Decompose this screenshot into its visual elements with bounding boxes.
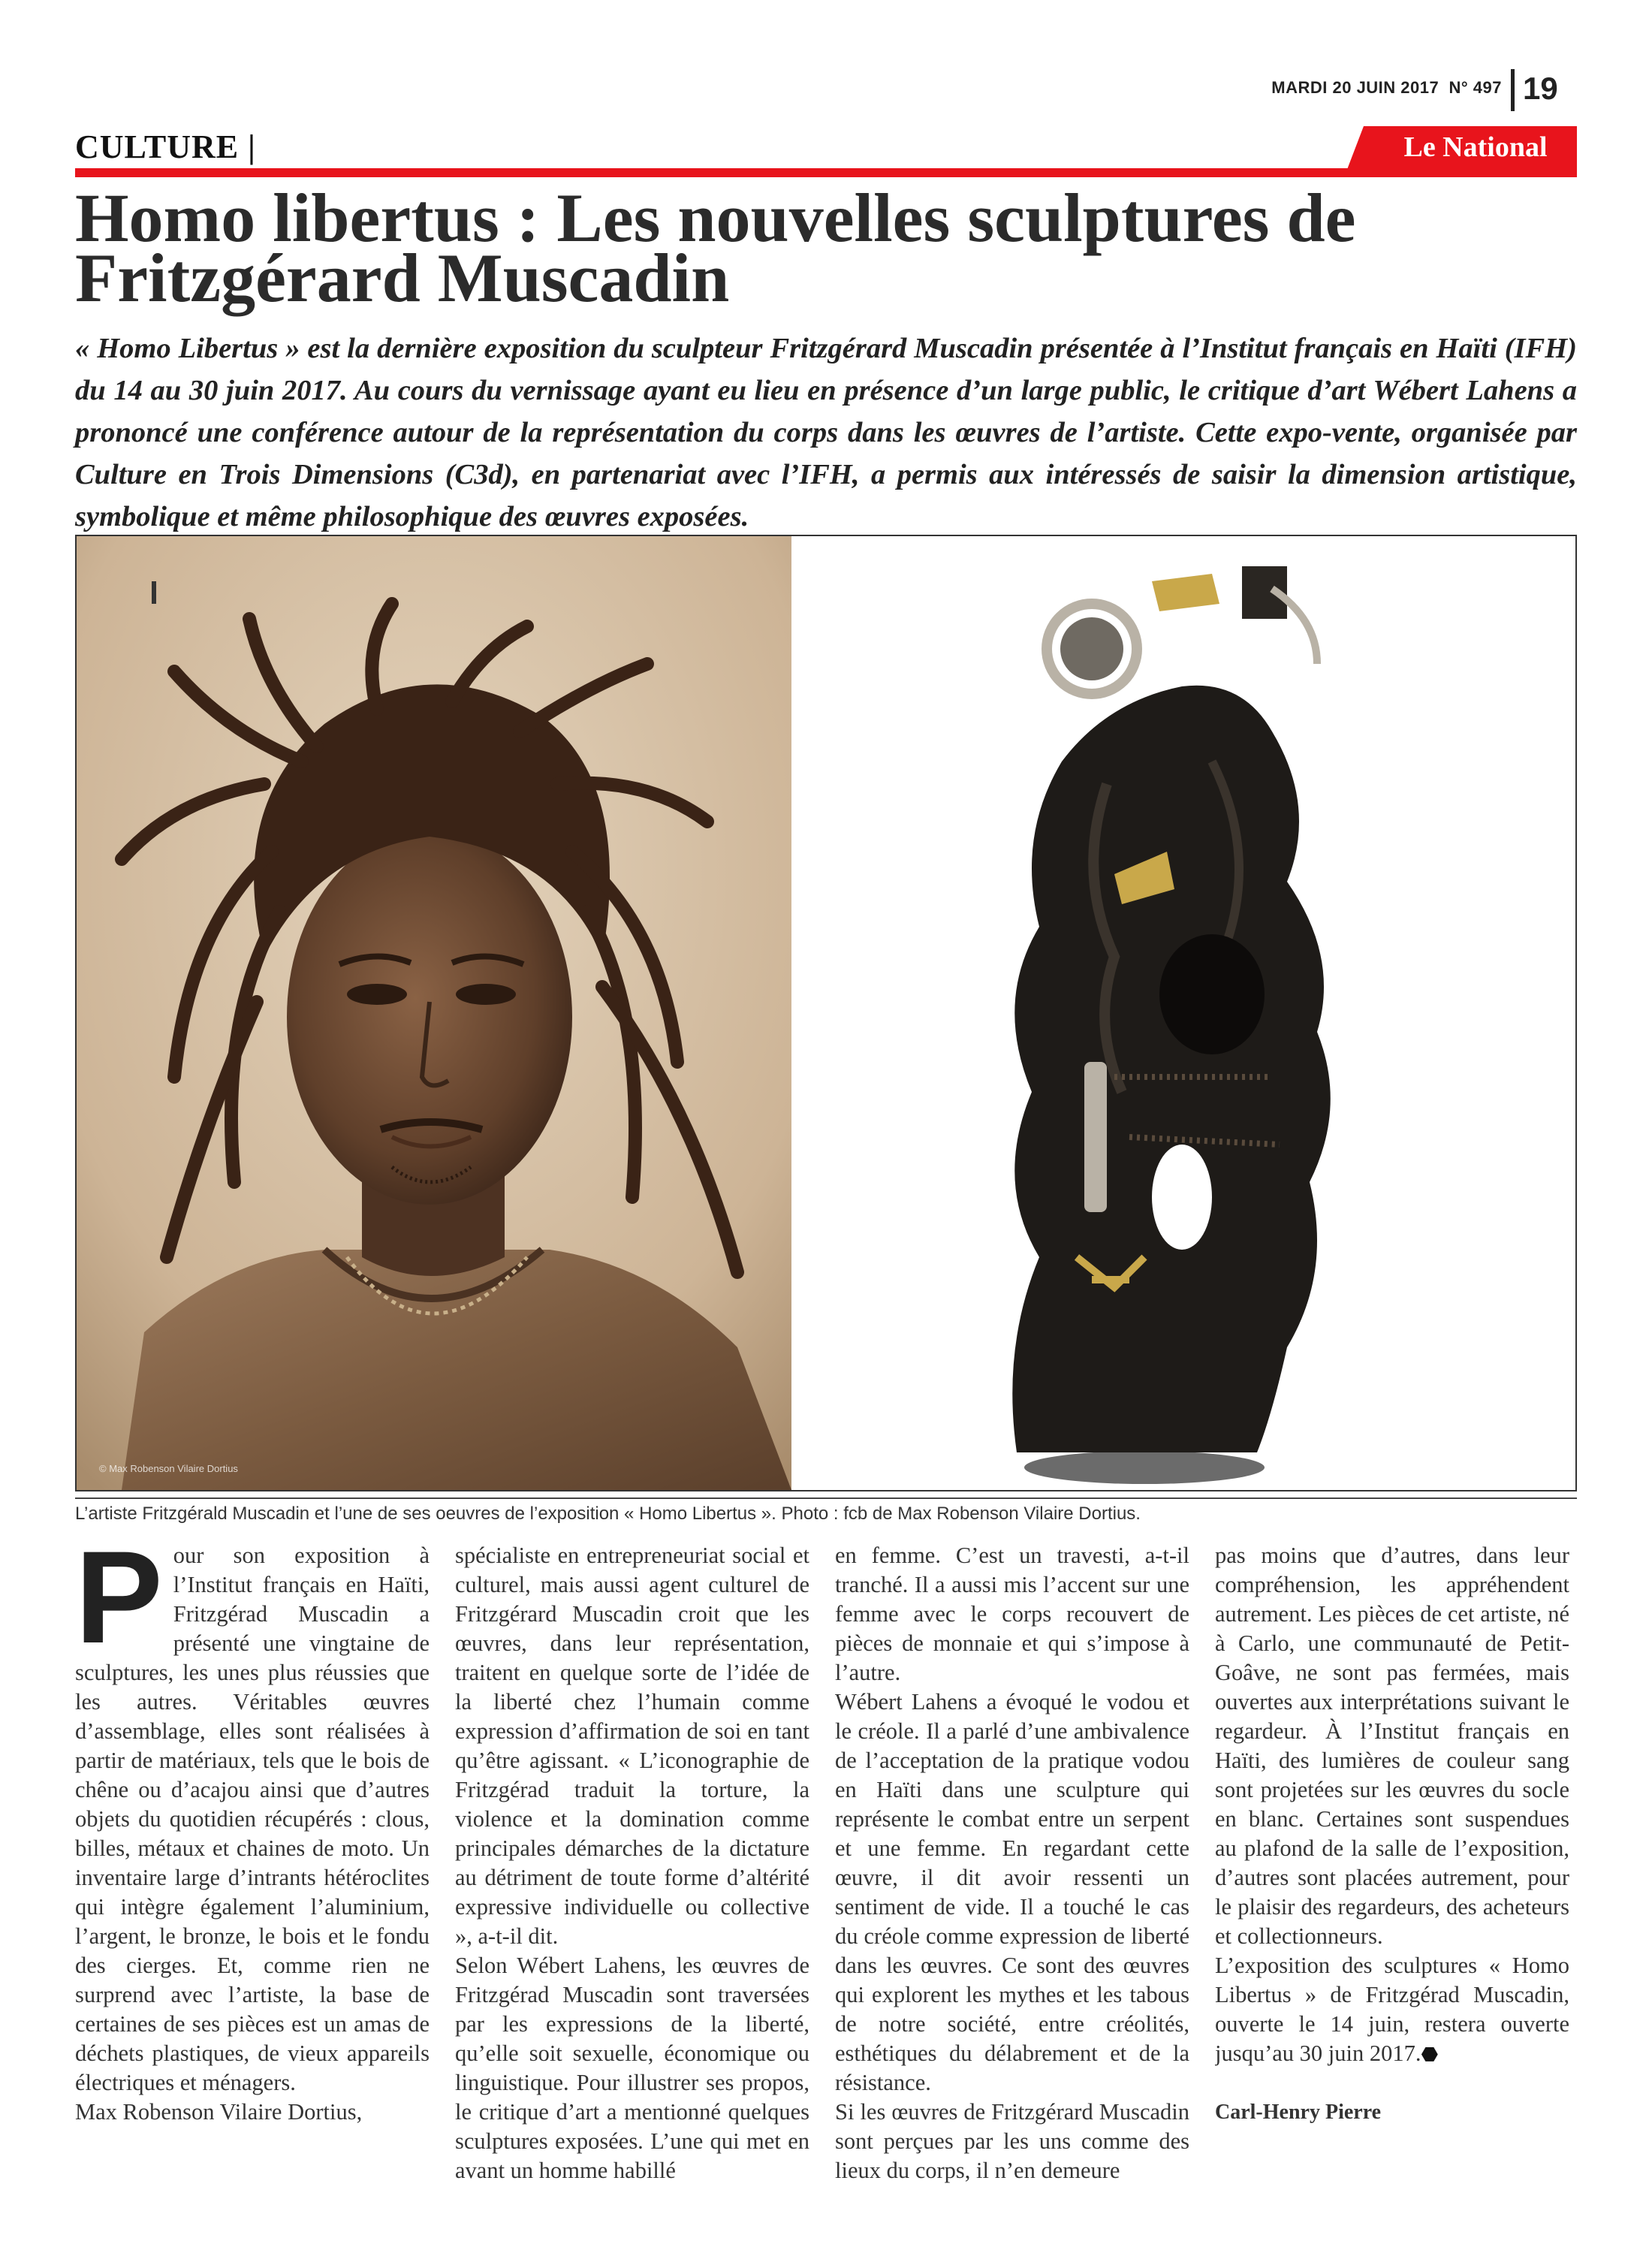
body-paragraph: Selon Wébert Lahens, les œuvres de Fritzgérad Muscadin sont traversées par les expressions de la liberté, qu’elle soit sexuelle, économique ou linguistique. Pour illustrer ses propos, le critique d’art a mentionné quelques sculptures exposées. L’une qui met en avant un homme habillé [455,1953,809,2183]
body-paragraph: our son exposition à l’Institut français en Haïti, Fritzgérad Muscadin a présenté une vingtaine de sculptures, les unes plus réussies que les autres. Véritables œuvres d’assemblage, elles sont réalisées à partir de matériaux, tels que le bois de chêne ou d’acajou ainsi que d’autres objets du quotidien récupérés : clous, billes, métaux et chaines de moto. Un inventaire large d’intrants hétéroclites qui intègre également l’aluminium, l’argent, le bronze, le bois et le fondu des cierges. Et, comme rien ne surprend avec l’artiste, la base de certaines de ses pièces est un amas de déchets plastiques, de vieux appareils électriques et ménagers. [75,1543,430,2095]
final-text: L’exposition des sculptures « Homo Libertus » de Fritzgérad Muscadin, ouverte le 14 juin, restera ouverte jusqu’au 30 juin 2017. [1215,1953,1569,2066]
artist-portrait-image [77,536,791,1490]
article-photo [75,535,1577,1491]
issue-date [1201,78,1502,98]
body-paragraph-final [1215,1951,1569,2069]
end-mark-icon: ⬣ [1421,2043,1439,2065]
section-label: CULTURE | [75,128,256,165]
article-column-1 [75,1541,430,2217]
article-column-2 [455,1541,809,2217]
photo-caption: L’artiste Fritzgérald Muscadin et l’une de ses oeuvres de l’exposition « Homo Libertus ». Photo : fcb de Max Robenson Vilaire Dortius. [75,1504,1141,1524]
date-text: MARDI 20 JUIN 2017 [1271,78,1439,97]
article-column-3 [835,1541,1189,2217]
brand-label: Le National [1403,131,1548,163]
body-paragraph: Wébert Lahens a évoqué le vodou et le créole. Il a parlé d’une ambivalence de l’acceptation de la pratique vodou en Haïti dans une sculpture qui représente le combat entre un serpent et une femme. En regardant cette œuvre, il dit avoir ressenti un sentiment de vide. Il a touché le cas du créole comme expression de liberté dans les œuvres. Ce sont des œuvres qui explorent les mythes et les tabous de notre société, entre créolités, esthétiques du délabrement et de la résistance. [835,1689,1189,2095]
page-number: 19 [1523,71,1558,106]
article-column-4 [1215,1541,1569,2217]
body-paragraph: Si les œuvres de Fritzgérard Muscadin sont perçues par les uns comme des lieux du corps, il n’en demeure [835,2099,1189,2183]
caption-rule [75,1497,1577,1499]
body-paragraph: Max Robenson Vilaire Dortius, [75,2099,363,2125]
headline: Homo libertus : Les nouvelles sculptures de Fritzgérard Muscadin [75,179,1356,316]
lead-paragraph: « Homo Libertus » est la dernière exposition du sculpteur Fritzgérard Muscadin présentée à l’Institut français en Haïti (IFH) du 14 au 30 juin 2017. Au cours du vernissage ayant eu lieu en présence d’un large public, le critique d’art Wébert Lahens a prononcé une conférence autour de la représentation du corps dans les œuvres de l’artiste. Cette expo-vente, organisée par Culture en Trois Dimensions (C3d), en partenariat avec l’IFH, a permis aux intéressés de saisir la dimension artistique, symbolique et même philosophique des œuvres exposées. [75,333,1577,532]
header-divider [1511,69,1515,111]
body-paragraph: spécialiste en entrepreneuriat social et culturel, mais aussi agent culturel de Fritzgérard Muscadin croit que les œuvres, dans leur représentation, traitent en quelque sorte de l’idée de la liberté chez l’humain comme expression d’affirmation de soi en tant qu’être agissant. « L’iconographie de Fritzgérad traduit la torture, la violence et la domination comme principales démarches de la dictature au détriment de toute forme d’altérité expressive individuelle ou collective », a-t-il dit. [455,1543,809,1949]
sculpture-image [791,536,1575,1490]
issue-number: N° 497 [1449,78,1502,97]
photo-watermark: © Max Robenson Vilaire Dortius [99,1463,238,1474]
drop-cap: P [75,1541,163,1671]
body-paragraph: pas moins que d’autres, dans leur compréhension, les appréhendent autrement. Les pièces de cet artiste, né à Carlo, une communauté de Petit-Goâve, ne sont pas fermées, mais ouvertes aux interprétations suivant le regardeur. À l’Institut français en Haïti, des lumières de couleur sang sont projetées sur les œuvres du socle en blanc. Certaines sont suspendues au plafond de la salle de l’exposition, d’autres sont placées autrement, pour le plaisir des regardeurs, des acheteurs et collectionneurs. [1215,1543,1569,1949]
body-paragraph: en femme. C’est un travesti, a-t-il tranché. Il a aussi mis l’accent sur une femme avec le corps recouvert de pièces de monnaie et qui s’impose à l’autre. [835,1543,1189,1685]
author-byline: Carl-Henry Pierre [1215,2101,1382,2124]
